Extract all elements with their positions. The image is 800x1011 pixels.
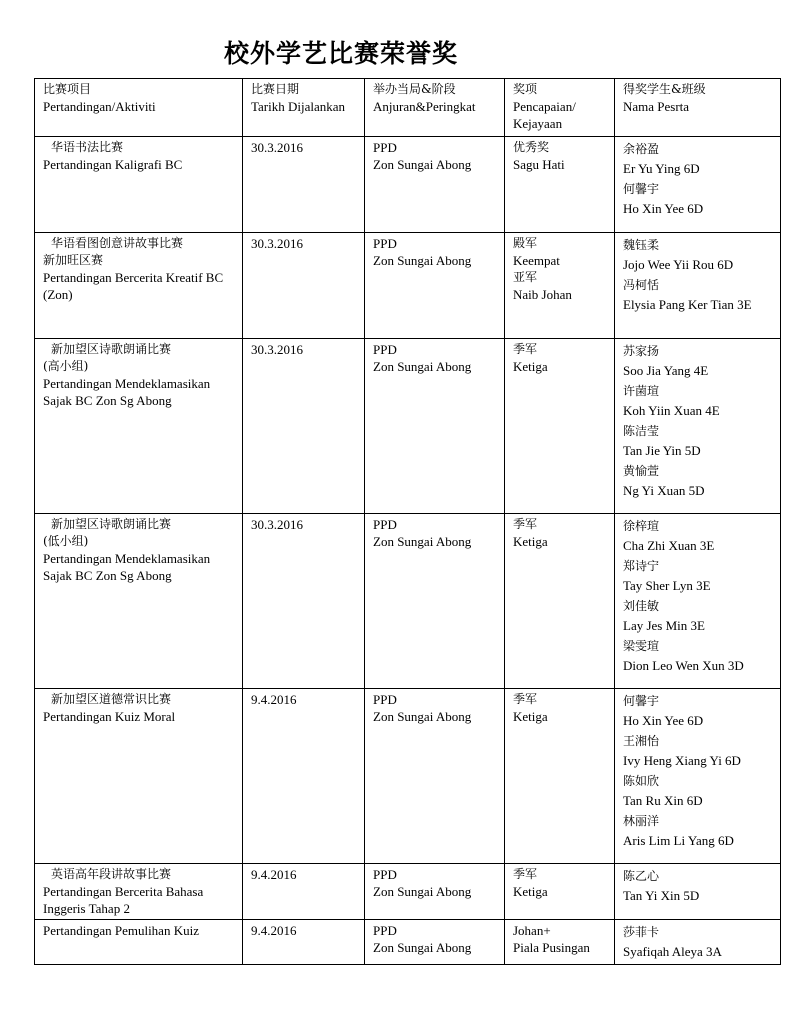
cell-text: Dion Leo Wen Xun 3D [623, 658, 744, 673]
cell-text: Syafiqah Aleya 3A [623, 944, 722, 959]
cell-text: 陈乙心 [623, 869, 660, 883]
cell-text: Pertandingan Pemulihan Kuiz [43, 923, 199, 938]
table-row [35, 233, 781, 339]
header-row [35, 79, 781, 137]
event-cell [35, 864, 243, 920]
cell-text: PPD [373, 692, 397, 707]
students-cell [615, 233, 781, 339]
cell-text: (低小组) [43, 534, 89, 548]
cell-text: Elysia Pang Ker Tian 3E [623, 297, 752, 312]
cell-text: 何馨宇 [623, 182, 660, 196]
cell-text: 华语看图创意讲故事比赛 [51, 236, 184, 250]
cell-text: Zon Sungai Abong [373, 884, 472, 899]
cell-text: Zon Sungai Abong [373, 534, 472, 549]
table-row [35, 137, 781, 233]
table-body [35, 137, 781, 965]
organizer-cell [365, 864, 505, 920]
cell-text: 陈洁莹 [623, 424, 660, 438]
cell-text: Zon Sungai Abong [373, 709, 472, 724]
cell-text: 30.3.2016 [251, 517, 303, 532]
cell-text: Zon Sungai Abong [373, 253, 472, 268]
cell-text: Keempat [513, 253, 560, 268]
cell-text: 冯柯恬 [623, 278, 660, 292]
cell-text: 新加旺区赛 [43, 253, 104, 267]
cell-text: Ng Yi Xuan 5D [623, 483, 705, 498]
event-cell [35, 689, 243, 864]
cell-text: 何馨宇 [623, 694, 660, 708]
date-cell [243, 233, 365, 339]
students-cell [615, 339, 781, 514]
cell-text: 季军 [513, 867, 538, 881]
cell-text: 30.3.2016 [251, 140, 303, 155]
event-cell [35, 920, 243, 965]
cell-text: Pertandingan Mendeklamasikan Sajak BC Zon Sg Abong [43, 376, 211, 408]
cell-text: 黄愉萱 [623, 464, 660, 478]
cell-text: 王湘怡 [623, 734, 660, 748]
organizer-cell [365, 339, 505, 514]
cell-text: Ivy Heng Xiang Yi 6D [623, 753, 741, 768]
cell-text: 许菌瑄 [623, 384, 660, 398]
organizer-cell [365, 233, 505, 339]
cell-text: 新加望区道德常识比赛 [51, 692, 172, 706]
cell-text: Jojo Wee Yii Rou 6D [623, 257, 734, 272]
organizer-cell [365, 137, 505, 233]
table-row [35, 920, 781, 965]
cell-text: PPD [373, 140, 397, 155]
award-cell [505, 920, 615, 965]
cell-text: PPD [373, 867, 397, 882]
cell-text: 林丽洋 [623, 814, 660, 828]
cell-text: Ketiga [513, 709, 548, 724]
award-cell [505, 689, 615, 864]
cell-text: 优秀奖 [513, 140, 550, 154]
cell-text: 英语高年段讲故事比赛 [51, 867, 172, 881]
cell-text: 9.4.2016 [251, 867, 297, 882]
header-award: 奖项 Pencapaian/ Kejayaan [505, 79, 615, 137]
award-cell [505, 137, 615, 233]
date-cell [243, 864, 365, 920]
cell-text: Ho Xin Yee 6D [623, 713, 704, 728]
cell-text: 季军 [513, 342, 538, 356]
cell-text: Pertandingan Bercerita Bahasa Inggeris Tahap 2 [43, 884, 204, 916]
date-cell [243, 514, 365, 689]
cell-text: PPD [373, 923, 397, 938]
cell-text: Cha Zhi Xuan 3E [623, 538, 715, 553]
award-cell [505, 339, 615, 514]
header-organizer: 举办当局&阶段 Anjuran&Peringkat [365, 79, 505, 137]
cell-text: Lay Jes Min 3E [623, 618, 705, 633]
cell-text: Aris Lim Li Yang 6D [623, 833, 734, 848]
cell-text: 新加望区诗歌朗诵比赛 [51, 517, 172, 531]
cell-text: PPD [373, 236, 397, 251]
table-row [35, 514, 781, 689]
cell-text: Piala Pusingan [513, 940, 590, 955]
cell-text: 苏家扬 [623, 344, 660, 358]
cell-text: 陈如欣 [623, 774, 660, 788]
date-cell [243, 137, 365, 233]
cell-text: 季军 [513, 517, 538, 531]
event-cell [35, 514, 243, 689]
students-cell [615, 514, 781, 689]
cell-text: 莎菲卡 [623, 925, 660, 939]
organizer-cell [365, 689, 505, 864]
table-row [35, 689, 781, 864]
cell-text: 9.4.2016 [251, 923, 297, 938]
cell-text: 亚军 [513, 270, 538, 284]
date-cell [243, 689, 365, 864]
cell-text: 殿军 [513, 236, 538, 250]
cell-text: 刘佳敏 [623, 599, 660, 613]
cell-text: 华语书法比赛 [51, 140, 124, 154]
cell-text: Ketiga [513, 359, 548, 374]
cell-text: Pertandingan Mendeklamasikan Sajak BC Zon Sg Abong [43, 551, 211, 583]
cell-text: Sagu Hati [513, 157, 565, 172]
cell-text: 余裕盈 [623, 142, 660, 156]
date-cell [243, 920, 365, 965]
cell-text: 徐梓瑄 [623, 519, 660, 533]
cell-text: Er Yu Ying 6D [623, 161, 700, 176]
award-cell [505, 233, 615, 339]
cell-text: 梁雯瑄 [623, 639, 660, 653]
cell-text: Zon Sungai Abong [373, 359, 472, 374]
table-header [35, 79, 781, 137]
cell-text: Pertandingan Kuiz Moral [43, 709, 176, 724]
award-cell [505, 864, 615, 920]
cell-text: 30.3.2016 [251, 342, 303, 357]
cell-text: Ketiga [513, 884, 548, 899]
date-cell [243, 339, 365, 514]
table-row [35, 864, 781, 920]
students-cell [615, 689, 781, 864]
header-students: 得奖学生&班级 Nama Pesrta [615, 79, 781, 137]
organizer-cell [365, 514, 505, 689]
event-cell [35, 339, 243, 514]
cell-text: 9.4.2016 [251, 692, 297, 707]
header-event: 比赛项目 Pertandingan/Aktiviti [35, 79, 243, 137]
cell-text: Tan Ru Xin 6D [623, 793, 703, 808]
award-cell [505, 514, 615, 689]
cell-text: Zon Sungai Abong [373, 940, 472, 955]
cell-text: Tan Jie Yin 5D [623, 443, 701, 458]
cell-text: Johan+ [513, 923, 551, 938]
cell-text: 新加望区诗歌朗诵比赛 [51, 342, 172, 356]
cell-text: PPD [373, 517, 397, 532]
students-cell [615, 864, 781, 920]
table-row [35, 339, 781, 514]
cell-text: 郑诗宁 [623, 559, 660, 573]
cell-text: PPD [373, 342, 397, 357]
event-cell [35, 233, 243, 339]
cell-text: Ho Xin Yee 6D [623, 201, 704, 216]
cell-text: Zon Sungai Abong [373, 157, 472, 172]
cell-text: 魏钰柔 [623, 238, 660, 252]
cell-text: 季军 [513, 692, 538, 706]
event-cell [35, 137, 243, 233]
students-cell [615, 137, 781, 233]
cell-text: Pertandingan Bercerita Kreatif BC (Zon) [43, 270, 224, 302]
students-cell [615, 920, 781, 965]
cell-text: Ketiga [513, 534, 548, 549]
page-title: 校外学艺比赛荣誉奖 [224, 39, 459, 68]
cell-text: 30.3.2016 [251, 236, 303, 251]
cell-text: Tay Sher Lyn 3E [623, 578, 711, 593]
cell-text: Koh Yiin Xuan 4E [623, 403, 720, 418]
cell-text: (高小组) [43, 359, 89, 373]
cell-text: Soo Jia Yang 4E [623, 363, 709, 378]
awards-table [34, 78, 781, 965]
header-date: 比赛日期 Tarikh Dijalankan [243, 79, 365, 137]
organizer-cell [365, 920, 505, 965]
cell-text: Tan Yi Xin 5D [623, 888, 700, 903]
cell-text: Pertandingan Kaligrafi BC [43, 157, 183, 172]
cell-text: Naib Johan [513, 287, 572, 302]
